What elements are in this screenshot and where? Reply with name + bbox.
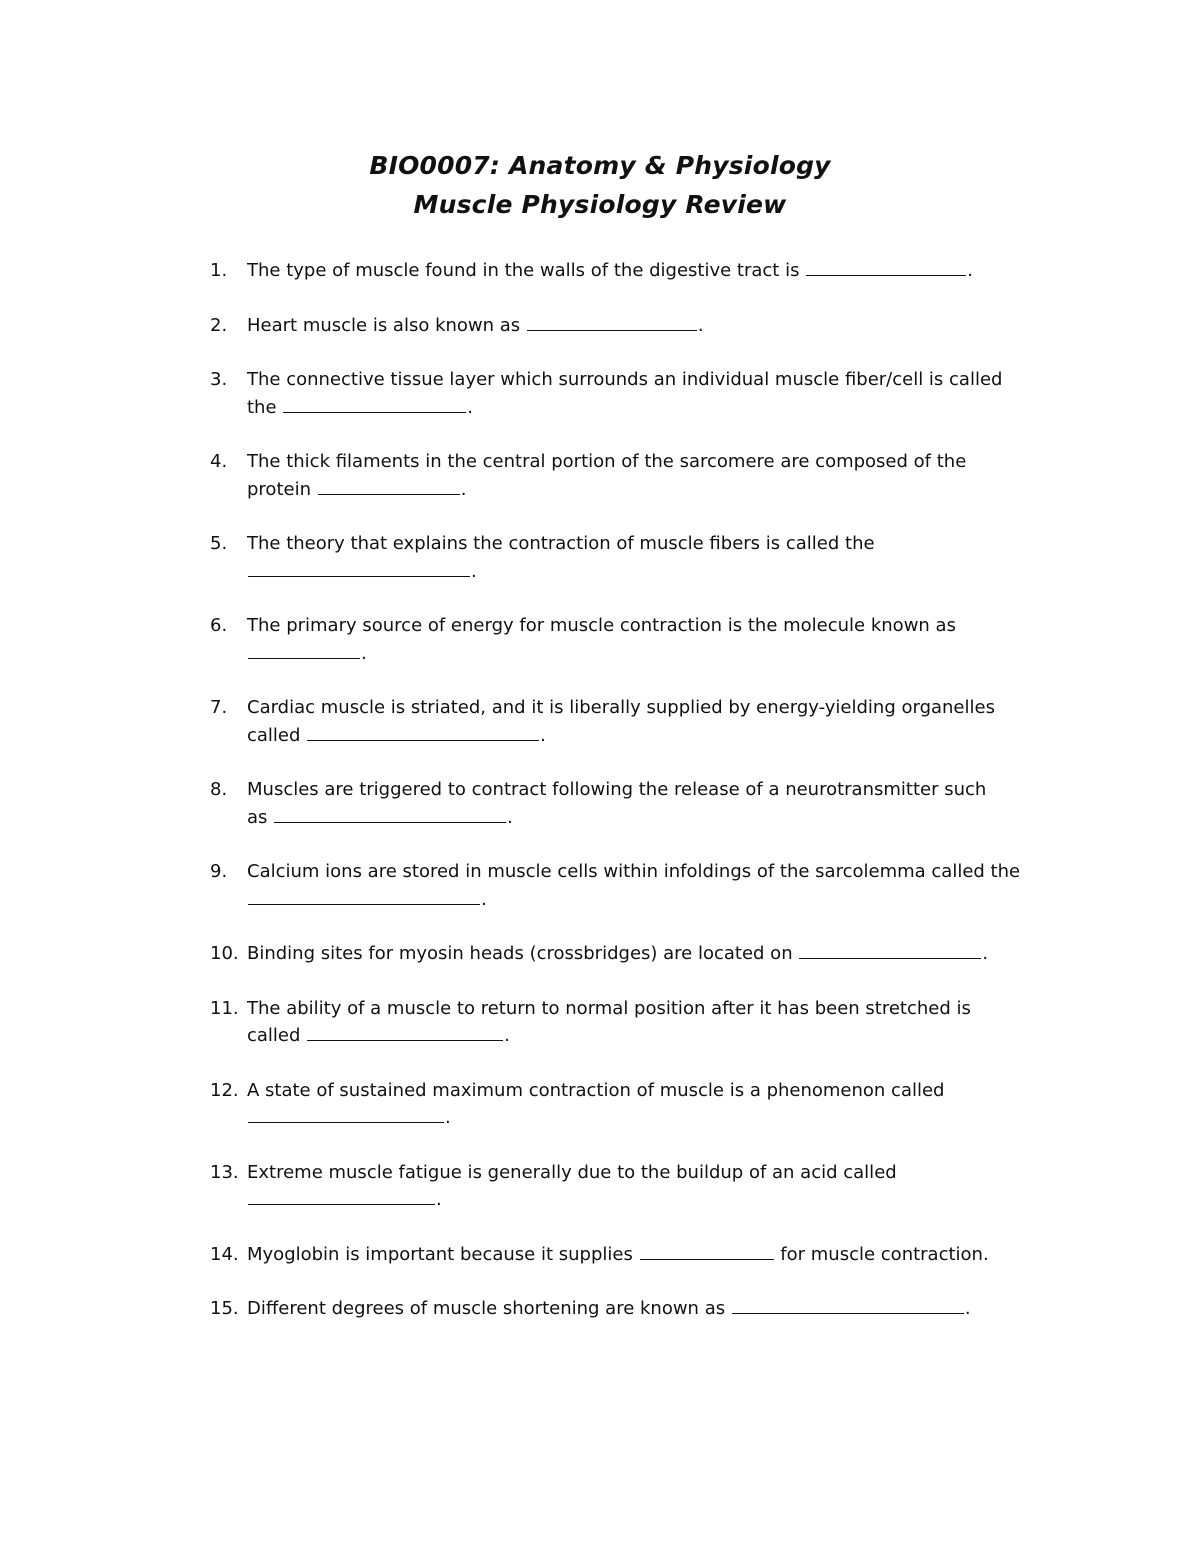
question-text: The type of muscle found in the walls of the digestive tract is — [247, 260, 800, 281]
question-end: . — [471, 560, 477, 582]
question-text-cont: protein — [247, 478, 311, 500]
question-text: Binding sites for myosin heads (crossbridges) are located on — [247, 943, 793, 964]
question-number: 13. — [210, 1161, 239, 1183]
question-number: 6. — [210, 615, 228, 636]
question-end: . — [445, 1107, 451, 1128]
question-end: . — [507, 806, 513, 828]
question-text: Different degrees of muscle shortening are known as — [247, 1298, 726, 1319]
answer-blank[interactable] — [806, 257, 966, 276]
question-6 — [210, 612, 1040, 667]
question-text-cont: called — [247, 1025, 301, 1046]
question-10 — [210, 940, 1040, 968]
question-end: . — [467, 396, 474, 418]
question-end: . — [964, 1298, 971, 1319]
question-text: Myoglobin is important because it supplies — [247, 1243, 633, 1265]
answer-blank[interactable] — [248, 558, 470, 577]
question-end: . — [460, 478, 467, 500]
question-end: . — [540, 724, 546, 746]
question-text: Heart muscle is also known as — [247, 314, 521, 336]
question-number: 2. — [210, 314, 228, 336]
question-number: 8. — [210, 779, 228, 800]
answer-blank[interactable] — [283, 394, 466, 413]
question-end: . — [967, 260, 973, 281]
question-2 — [210, 312, 1040, 340]
question-number: 14. — [210, 1243, 239, 1265]
question-3 — [210, 366, 1040, 421]
question-5 — [210, 530, 1040, 585]
question-15 — [210, 1295, 1040, 1323]
worksheet-title: Muscle Physiology Review — [413, 190, 787, 219]
question-number: 11. — [210, 997, 239, 1019]
question-end: . — [361, 642, 367, 664]
question-8 — [210, 776, 1040, 831]
question-text: Cardiac muscle is striated, and it is liberally supplied by energy-yielding organelles — [247, 697, 995, 718]
answer-blank[interactable] — [248, 640, 360, 659]
answer-blank[interactable] — [799, 940, 981, 959]
question-11 — [210, 995, 1040, 1050]
question-9 — [210, 858, 1040, 913]
question-12 — [210, 1077, 1040, 1132]
question-text: The ability of a muscle to return to normal position after it has been stretched is — [247, 997, 971, 1019]
answer-blank[interactable] — [307, 722, 539, 741]
question-text: Extreme muscle fatigue is generally due to the buildup of an acid called — [247, 1161, 897, 1183]
answer-blank[interactable] — [732, 1295, 964, 1314]
question-text: The primary source of energy for muscle contraction is the molecule known as — [247, 615, 956, 636]
question-text: The connective tissue layer which surrounds an individual muscle fiber/cell is called — [247, 369, 1003, 390]
answer-blank[interactable] — [318, 476, 460, 495]
question-end: . — [697, 314, 704, 336]
question-number: 5. — [210, 533, 228, 554]
question-end: . — [481, 888, 487, 910]
question-4 — [210, 448, 1040, 503]
question-list — [210, 257, 1040, 1350]
question-14 — [210, 1241, 1040, 1269]
question-text: The thick filaments in the central portion of the sarcomere are composed of the — [247, 451, 967, 472]
answer-blank[interactable] — [248, 1186, 435, 1205]
question-end: . — [436, 1189, 442, 1210]
question-number: 15. — [210, 1298, 239, 1319]
question-number: 7. — [210, 697, 228, 718]
question-number: 3. — [210, 369, 228, 390]
question-7 — [210, 694, 1040, 749]
answer-blank[interactable] — [248, 886, 480, 905]
answer-blank[interactable] — [274, 804, 506, 823]
course-title: BIO0007: Anatomy & Physiology — [369, 151, 831, 180]
title-block — [0, 146, 1200, 224]
answer-blank[interactable] — [248, 1104, 444, 1123]
question-end: . — [982, 943, 989, 964]
question-text: Calcium ions are stored in muscle cells within infoldings of the sarcolemma called the — [247, 861, 1021, 882]
question-1 — [210, 257, 1040, 285]
question-text-cont: called — [247, 724, 301, 746]
question-number: 10. — [210, 943, 239, 964]
question-number: 4. — [210, 451, 228, 472]
question-text: A state of sustained maximum contraction of muscle is a phenomenon called — [247, 1079, 945, 1101]
question-13 — [210, 1159, 1040, 1214]
answer-blank[interactable] — [527, 312, 697, 331]
question-text-cont: the — [247, 396, 277, 418]
question-end: for muscle contraction. — [780, 1243, 989, 1265]
question-text: Muscles are triggered to contract following the release of a neurotransmitter such — [247, 779, 987, 800]
question-number: 12. — [210, 1079, 239, 1101]
question-text-cont: as — [247, 806, 268, 828]
question-number: 9. — [210, 861, 228, 882]
question-text: The theory that explains the contraction of muscle fibers is called the — [247, 533, 875, 554]
question-number: 1. — [210, 260, 228, 281]
answer-blank[interactable] — [640, 1241, 774, 1260]
question-end: . — [504, 1025, 510, 1046]
answer-blank[interactable] — [307, 1022, 503, 1041]
